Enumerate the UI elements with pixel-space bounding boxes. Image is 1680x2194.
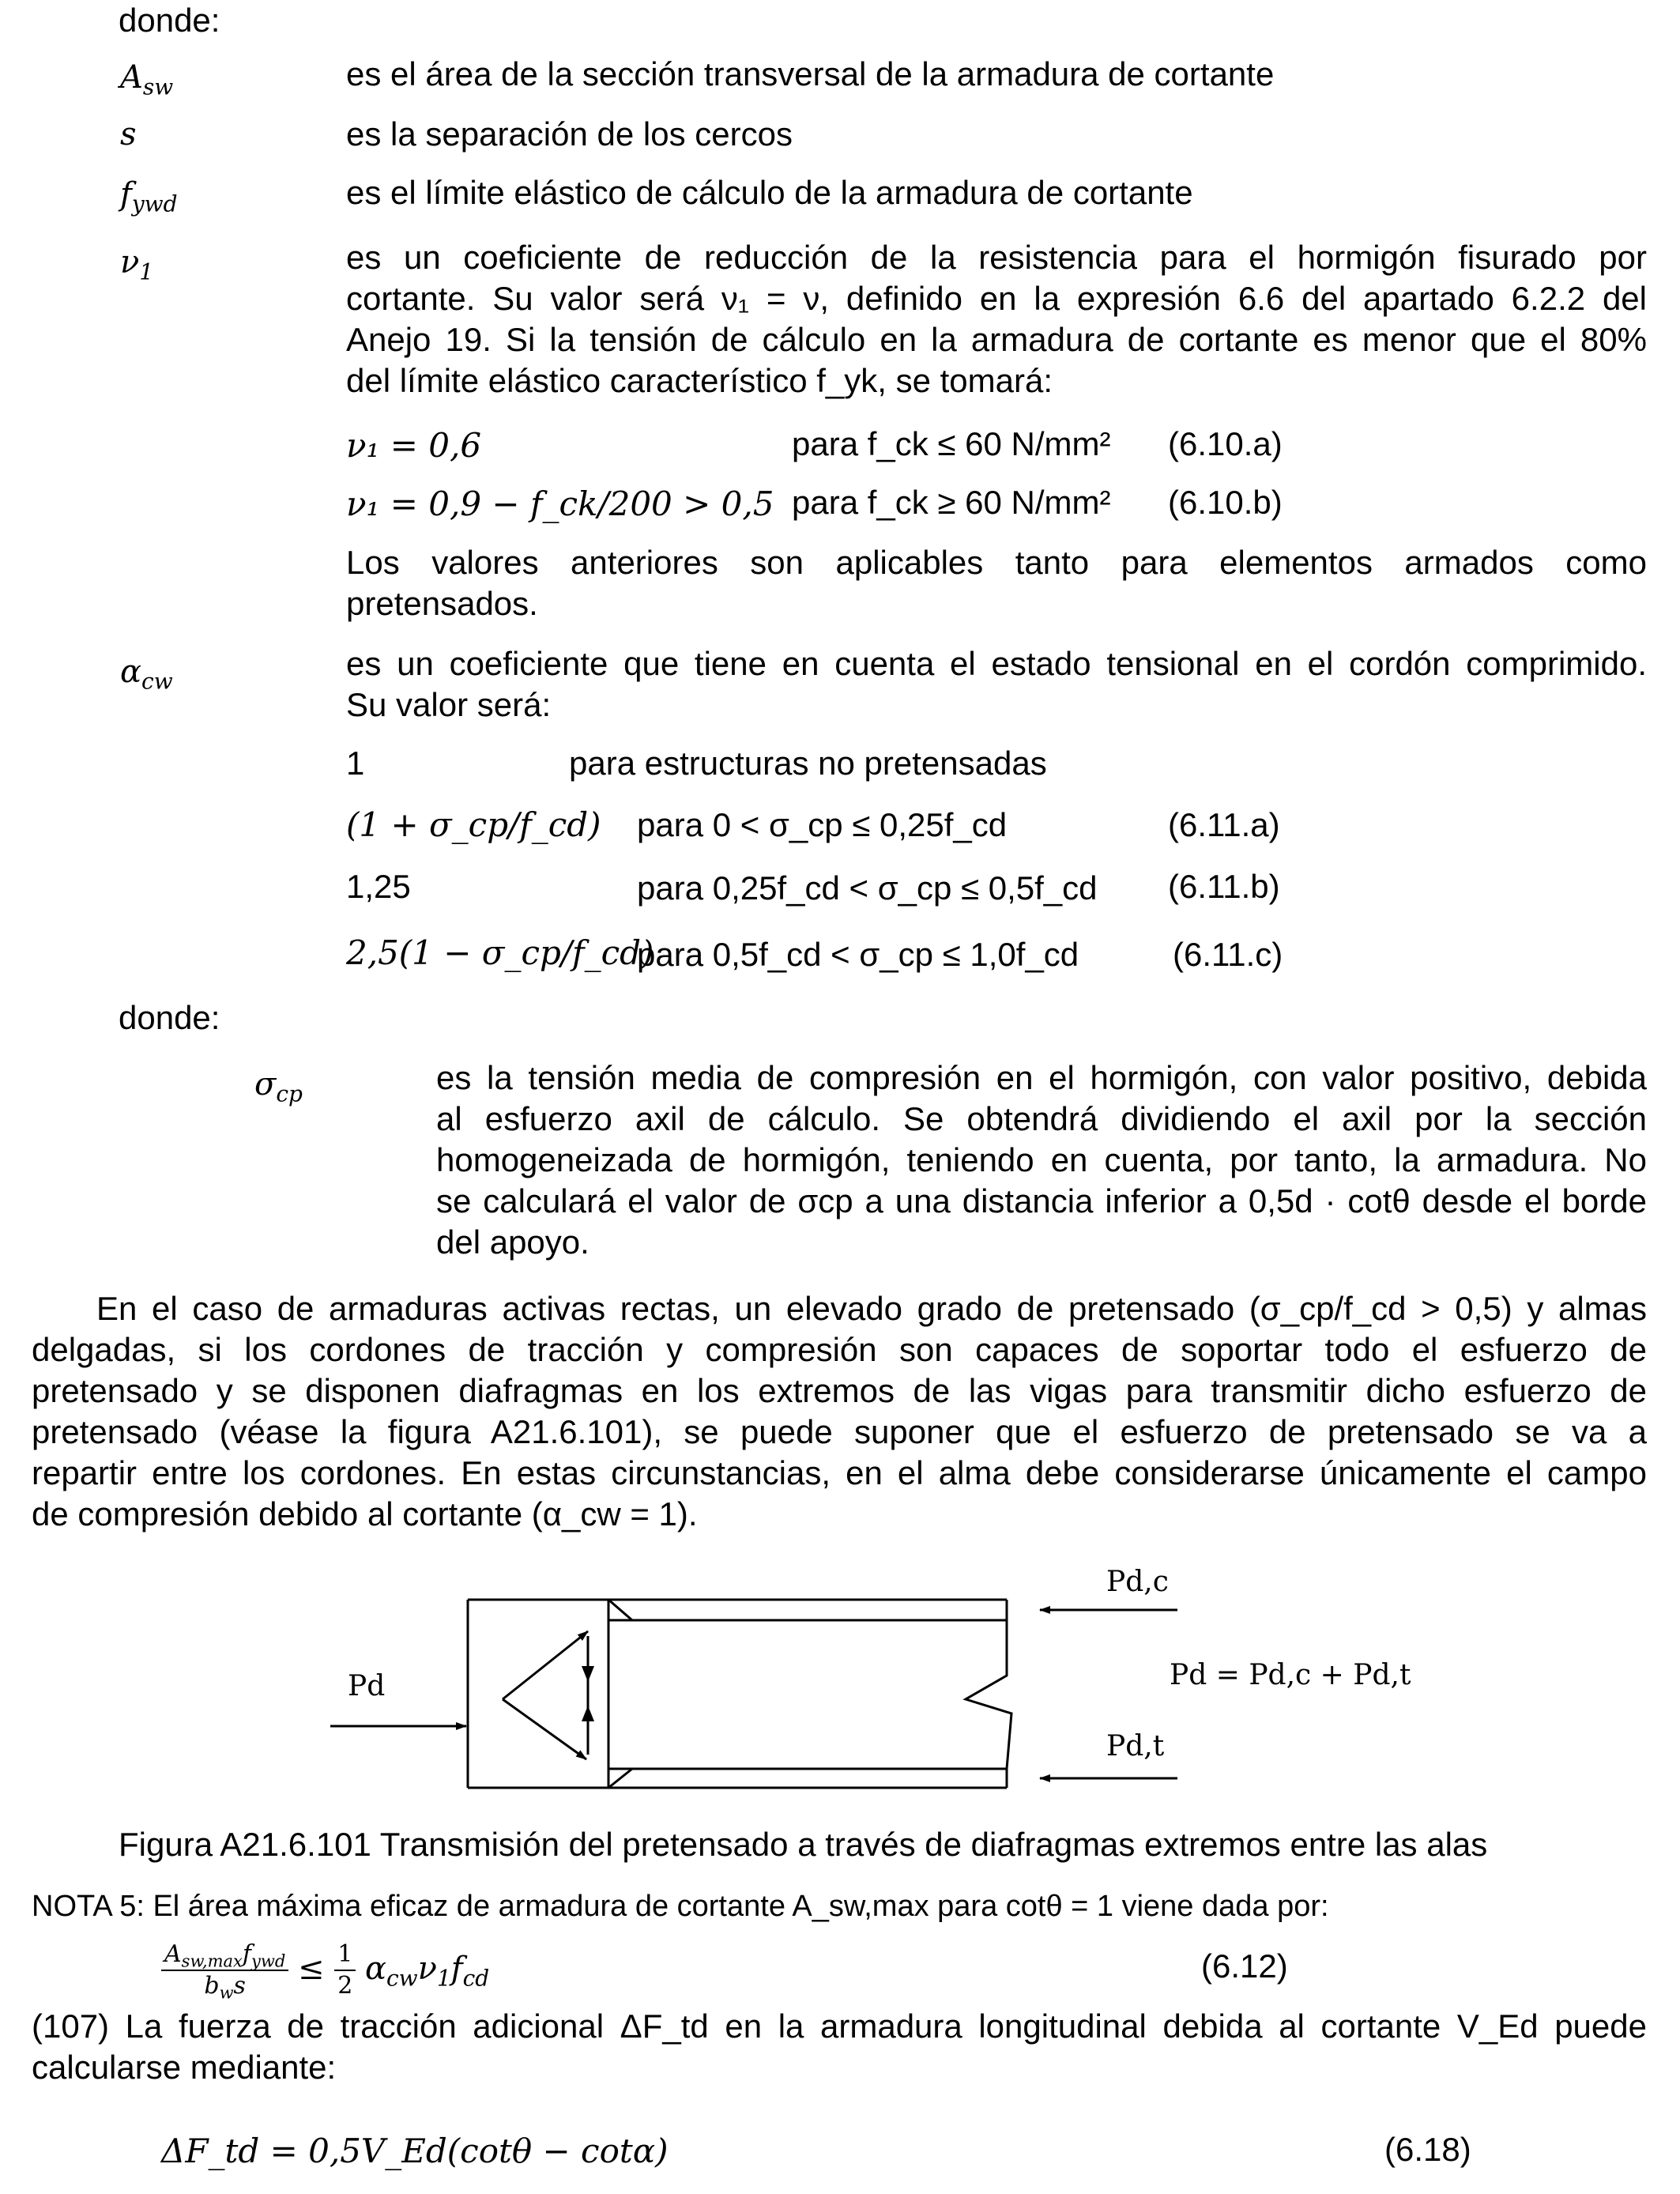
figure-label-pdt: Pd,t bbox=[1106, 1730, 1165, 1762]
eq-6-11a-number: (6.11.a) bbox=[1168, 806, 1280, 843]
eq-6-10a-cond: para f_ck ≤ 60 N/mm² bbox=[792, 425, 1111, 462]
symbol-alpha-cw: $\alpha_{cw}$ bbox=[120, 654, 173, 695]
eq-6-10a-left: ν₁ = 0,6 bbox=[346, 426, 482, 465]
nu1-note bbox=[346, 542, 1647, 624]
def-sigma-cp-line3: homogeneizada de hormigón, teniendo en cuenta, por tanto, la armadura. No bbox=[436, 1141, 1647, 1178]
def-sigma-cp-line1: es la tensión media de compresión en el hormigón, con valor positivo, debida bbox=[436, 1059, 1647, 1096]
def-asw: es el área de la sección transversal de la armadura de cortante bbox=[346, 55, 1275, 92]
eq-6-11c-number: (6.11.c) bbox=[1173, 936, 1283, 973]
symbol-s: s bbox=[120, 116, 137, 153]
def-s: es la separación de los cercos bbox=[346, 115, 793, 153]
def-alpha-cw-line1: es un coeficiente que tiene en cuenta el estado tensional en el cordón comprimido. bbox=[346, 645, 1647, 682]
eq-6-10b-cond: para f_ck ≥ 60 N/mm² bbox=[792, 484, 1111, 521]
eq-6-12-number: (6.12) bbox=[1201, 1947, 1288, 1985]
donde-label-2: donde: bbox=[119, 999, 220, 1036]
eq-6-18-number: (6.18) bbox=[1384, 2131, 1471, 2168]
acw-row1-cond: para estructuras no pretensadas bbox=[569, 745, 1047, 782]
eq-6-12: $\frac{A_{sw,max}f_{ywd}}{b_ws}$ ≤ $\frac{1}{2}$ $\alpha_{cw}\nu_1f_{cd}$ bbox=[161, 1928, 489, 2007]
strut-upper bbox=[503, 1631, 588, 1699]
acw-row4-cond: para 0,5f_cd < σ_cp ≤ 1,0f_cd bbox=[637, 936, 1079, 973]
eq-6-12-lhs-fraction: $\frac{A_{sw,max}f_{ywd}}{b_ws}$ bbox=[161, 1940, 288, 2001]
strut-lower bbox=[503, 1699, 586, 1759]
def-nu1-line4: del límite elástico característico f_yk, se tomará: bbox=[346, 362, 1053, 399]
symbol-asw: $A_{sw}$ bbox=[120, 59, 174, 100]
paragraph-line4: pretensado (véase la figura A21.6.101), se puede suponer que el esfuerzo de pretensado se va a bbox=[32, 1413, 1647, 1450]
chamfer-bottom bbox=[608, 1769, 632, 1788]
symbol-nu1: $\nu_1$ bbox=[120, 244, 154, 285]
acw-row1-left: 1 bbox=[346, 745, 365, 782]
def-fywd: es el límite elástico de cálculo de la armadura de cortante bbox=[346, 174, 1193, 211]
paragraph-line2: delgadas, si los cordones de tracción y compresión son capaces de soportar todo el esfuerzo de bbox=[32, 1331, 1647, 1368]
figure-label-pd: Pd bbox=[348, 1670, 386, 1702]
nu1-note-line1: Los valores anteriores son aplicables tanto para elementos armados como bbox=[346, 544, 1647, 581]
paragraph-line5: repartir entre los cordones. En estas circunstancias, en el alma debe considerarse únicamente el campo bbox=[32, 1454, 1647, 1491]
figure-label-pdc: Pd,c bbox=[1106, 1566, 1169, 1598]
eq-6-18: ΔF_td = 0,5V_Ed(cotθ − cotα) bbox=[161, 2132, 669, 2170]
eq-6-10b-left: ν₁ = 0,9 − f_ck/200 > 0,5 bbox=[346, 484, 774, 523]
acw-row4-left: 2,5(1 − σ_cp/f_cd) bbox=[346, 933, 654, 972]
def-nu1-line3: Anejo 19. Si la tensión de cálculo en la armadura de cortante es menor que el 80% bbox=[346, 321, 1647, 358]
paragraph-line3: pretensado y se disponen diafragmas en los extremos de las vigas para transmitir dicho esfuerzo de bbox=[32, 1372, 1647, 1409]
tie-arrow-up bbox=[582, 1706, 594, 1721]
acw-row2-cond: para 0 < σ_cp ≤ 0,25f_cd bbox=[637, 806, 1008, 843]
def-sigma-cp-line5: del apoyo. bbox=[436, 1223, 590, 1261]
eq-6-10a-number: (6.10.a) bbox=[1168, 425, 1283, 462]
eq-6-10b-number: (6.10.b) bbox=[1168, 484, 1283, 521]
paragraph-107-line2: calcularse mediante: bbox=[32, 2049, 337, 2086]
eq-6-12-half: $\frac{1}{2}$ bbox=[334, 1940, 356, 2001]
acw-row3-left: 1,25 bbox=[346, 868, 411, 905]
eq-6-11b-number: (6.11.b) bbox=[1168, 868, 1280, 905]
figure-caption: Figura A21.6.101 Transmisión del pretensado a través de diafragmas extremos entre las alas bbox=[119, 1826, 1488, 1863]
paragraph-pretensado bbox=[32, 1288, 1647, 1535]
tie-arrow-down bbox=[582, 1666, 594, 1682]
paragraph-107 bbox=[32, 2006, 1647, 2088]
figure-label-equation: Pd = Pd,c + Pd,t bbox=[1170, 1659, 1411, 1691]
def-nu1-line2: cortante. Su valor será ν₁ = ν, definido en la expresión 6.6 del apartado 6.2.2 del bbox=[346, 280, 1647, 317]
def-alpha-cw-line2: Su valor será: bbox=[346, 686, 552, 723]
acw-row2-left: (1 + σ_cp/f_cd) bbox=[346, 805, 601, 844]
def-alpha-cw bbox=[346, 643, 1647, 726]
def-sigma-cp-line4: se calculará el valor de σcp a una distancia inferior a 0,5d · cotθ desde el borde bbox=[436, 1182, 1647, 1220]
symbol-sigma-cp: $\sigma_{cp}$ bbox=[254, 1066, 303, 1107]
chamfer-top bbox=[608, 1600, 632, 1620]
def-nu1-line1: es un coeficiente de reducción de la resistencia para el hormigón fisurado por bbox=[346, 239, 1647, 276]
nota5-text: NOTA 5: El área máxima eficaz de armadura de cortante A_sw,max para cotθ = 1 viene dada por: bbox=[32, 1890, 1329, 1923]
def-sigma-cp-line2: al esfuerzo axil de cálculo. Se obtendrá dividiendo el axil por la sección bbox=[436, 1100, 1647, 1137]
nu1-note-line2: pretensados. bbox=[346, 585, 538, 622]
symbol-fywd: $f_{ywd}$ bbox=[120, 176, 178, 217]
paragraph-line6: de compresión debido al cortante (α_cw = 1). bbox=[32, 1495, 698, 1532]
def-sigma-cp bbox=[436, 1057, 1647, 1263]
def-nu1 bbox=[346, 237, 1647, 401]
paragraph-line1: En el caso de armaduras activas rectas, un elevado grado de pretensado (σ_cp/f_cd > 0,5) y almas bbox=[96, 1290, 1647, 1327]
break-line bbox=[966, 1600, 1011, 1788]
acw-row3-cond: para 0,25f_cd < σ_cp ≤ 0,5f_cd bbox=[637, 869, 1098, 907]
donde-label-1: donde: bbox=[119, 2, 220, 39]
paragraph-107-line1: (107) La fuerza de tracción adicional ΔF_td en la armadura longitudinal debida al cortante V_Ed puede bbox=[32, 2007, 1647, 2045]
